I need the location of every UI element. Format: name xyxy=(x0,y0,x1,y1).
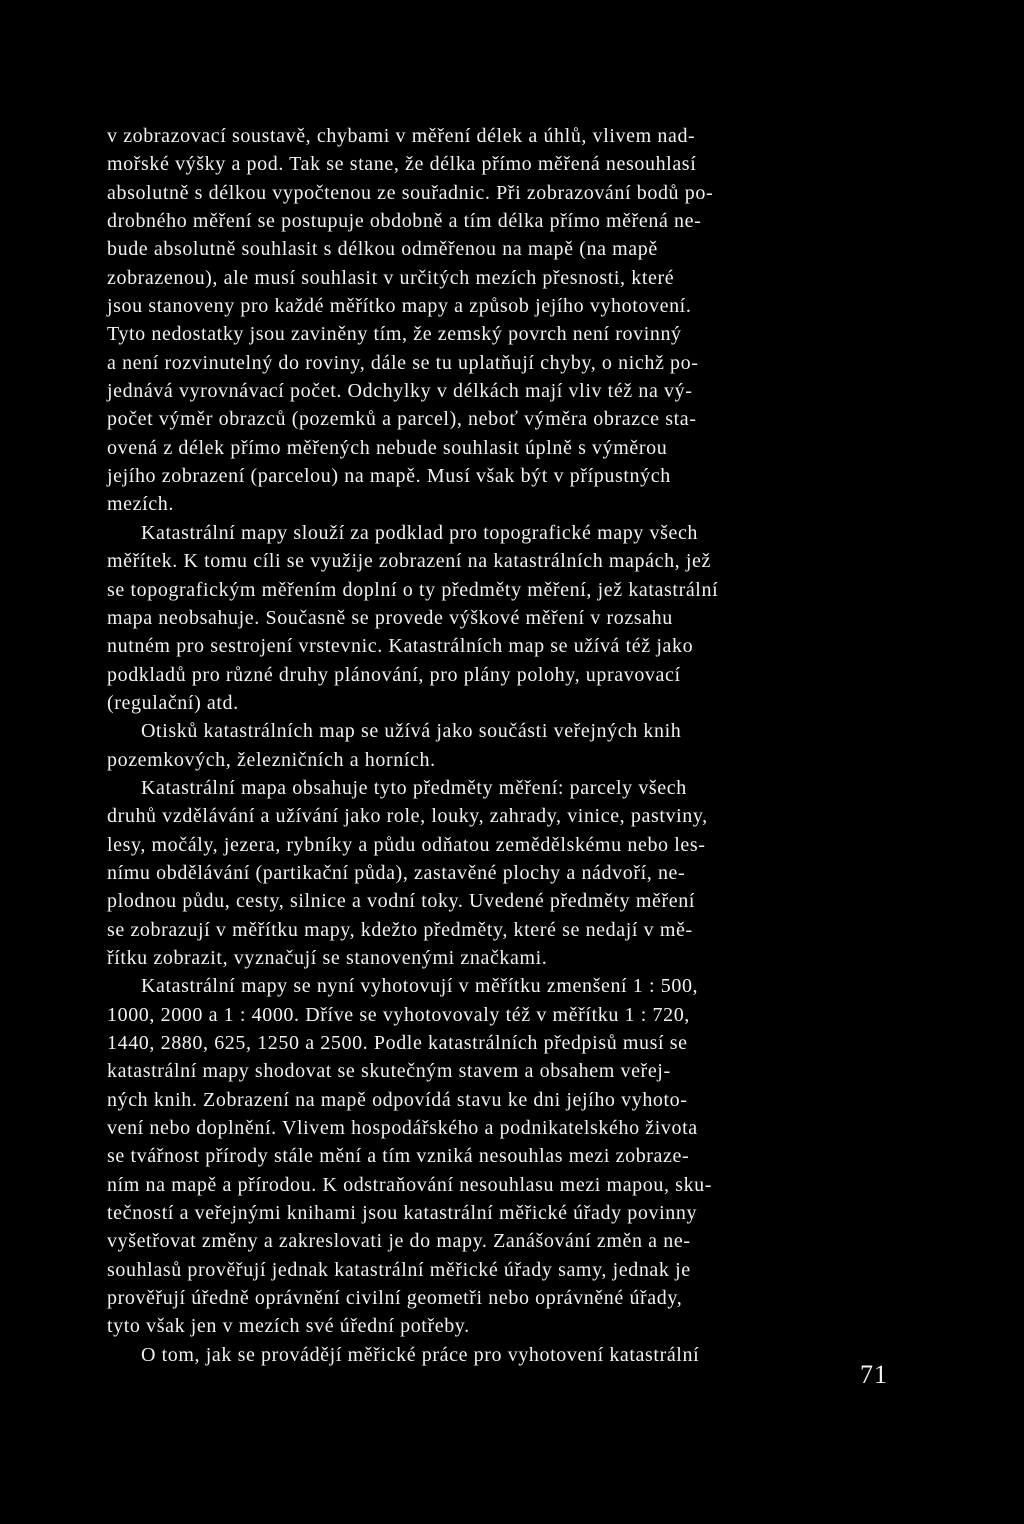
paragraph-6: O tom, jak se provádějí měřické práce pro vyhotovení katastrální xyxy=(141,1343,700,1366)
paragraph-3: Otisků katastrálních map se užívá jako součásti veřejných knih pozemkových, železničních a horních. xyxy=(107,720,682,771)
paragraph-1: v zobrazovací soustavě, chybami v měření délek a úhlů, vlivem nad- mořské výšky a pod. Tak se stane, že délka přímo měřená nesouhlasí absolutně s délkou vypočtenou ze souřadnic. Při zobrazování bodů po- drobného měření se postupuje obdobně a tím délka přímo měřená ne- bude absolutně souhlasit s délkou odměřenou na mapě (na mapě zobrazenou), ale musí souhlasit v určitých mezích přesnosti, které jsou stanoveny pro každé měřítko mapy a způsob jejího vyhotovení. Tyto nedostatky jsou zaviněny tím, že zemský povrch není rovinný a není rozvinutelný do roviny, dále se tu uplatňují chyby, o nichž po- jednává vyrovnávací počet. Odchylky v délkách mají vliv též na vý- počet výměr obrazců (pozemků a parcel), neboť výměra obrazce sta- ovená z délek přímo měřených nebude souhlasit úplně s výměrou jejího zobrazení (parcelou) na mapě. Musí však být v přípustných mezích. xyxy=(107,125,714,516)
paragraph-5: Katastrální mapy se nyní vyhotovují v měřítku zmenšení 1 : 500, 1000, 2000 a 1 : 4000. Dříve se vyhotovovaly též v měřítku 1 : 720, 1440, 2880, 625, 1250 a 2500. Podle katastrálních předpisů musí se katastrální mapy shodovat se skutečným stavem a obsahem veřej- ných knih. Zobrazení na mapě odpovídá stavu ke dni jejího vyhoto- vení nebo doplnění. Vlivem hospodářského a podnikatelského života se tvářnost přírody stále mění a tím vzniká nesouhlas mezi zobraze- ním na mapě a přírodou. K odstraňování nesouhlasu mezi mapou, sku- tečností a veřejnými knihami jsou katastrální měřické úřady povinny vyšetřovat změny a zakreslovati je do mapy. Zanášování změn a ne- souhlasů prověřují jednak katastrální měřické úřady samy, jednak je prověřují úředně oprávnění civilní geometři nebo oprávněné úřady, tyto však jen v mezích své úřední potřeby. xyxy=(107,975,713,1338)
paragraph-4: Katastrální mapa obsahuje tyto předměty měření: parcely všech druhů vzdělávání a užívání jako role, louky, zahrady, vinice, pastviny, lesy, močály, jezera, rybníky a půdu odňatou zemědělskému nebo les- nímu obdělávání (partikační půda), zastavěné plochy a nádvoří, ne- plodnou půdu, cesty, silnice a vodní toky. Uvedené předměty měření se zobrazují v měřítku mapy, kdežto předměty, které se nedají v mě- řítku zobrazit, vyznačují se stanovenými značkami. xyxy=(107,776,708,969)
body-text xyxy=(107,122,925,1369)
page-number: 71 xyxy=(860,1360,888,1389)
paragraph-2: Katastrální mapy slouží za podklad pro topografické mapy všech měřítek. K tomu cíli se využije zobrazení na katastrálních mapách, jež se topografickým měřením doplní o ty předměty měření, jež katastrální mapa neobsahuje. Současně se provede výškové měření v rozsahu nutném pro sestrojení vrstevnic. Katastrálních map se užívá též jako podkladů pro různé druhy plánování, pro plány polohy, upravovací (regulační) atd. xyxy=(107,521,719,714)
